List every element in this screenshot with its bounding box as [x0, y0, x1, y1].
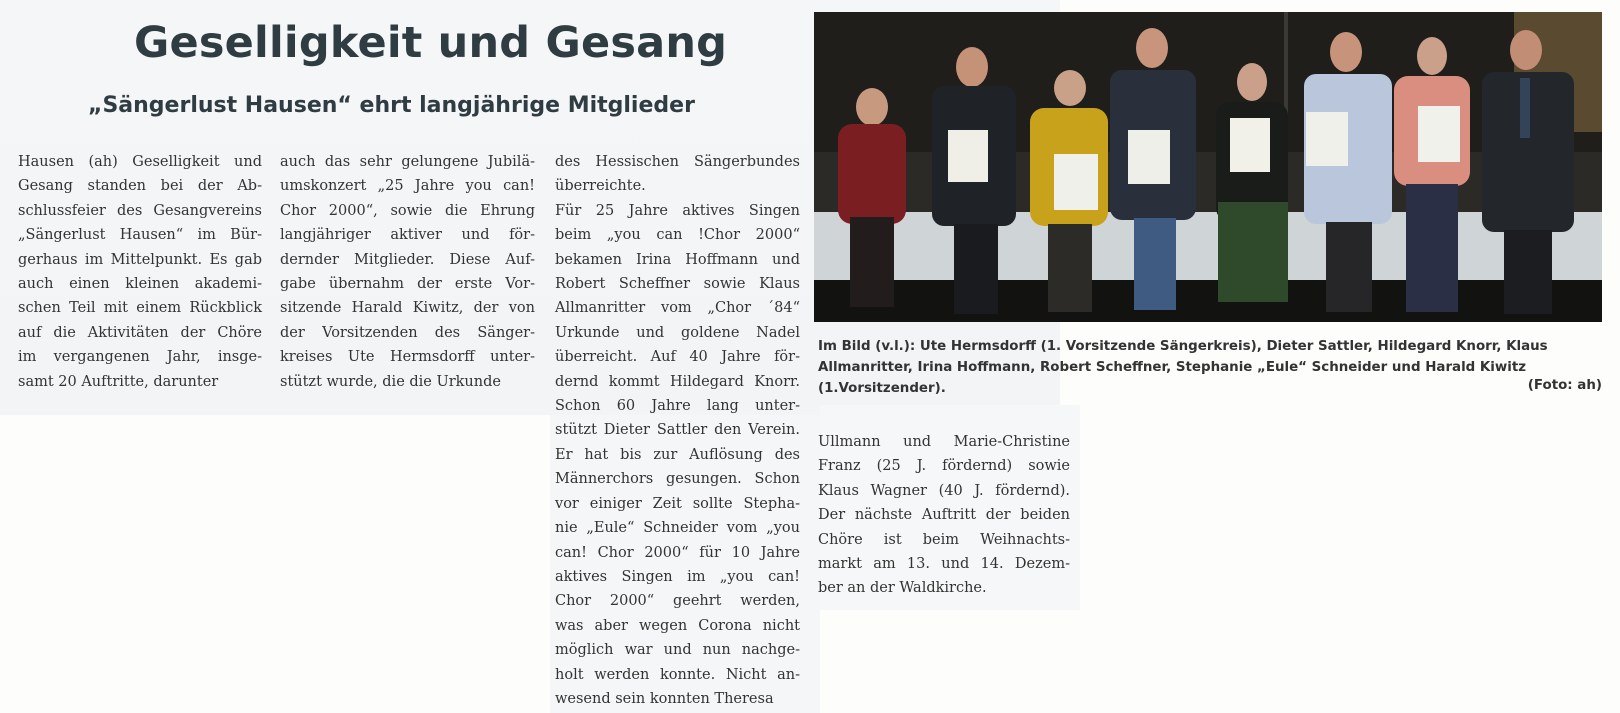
article-text-line: Schon 60 Jahre lang unter-	[555, 398, 800, 415]
caption-line: Im Bild (v.l.): Ute Hermsdorff (1. Vorsitzende Sängerkreis), Dieter Sattler, Hildegard Knorr, Klaus	[818, 339, 1548, 354]
article-text-line: Urkunde und goldene Nadel	[555, 324, 800, 341]
article-text-line: sitzende Harald Kiwitz, der von	[280, 300, 535, 317]
article-text-line: was aber wegen Corona nicht	[555, 617, 800, 634]
article-text-line: kreises Ute Hermsdorff unter-	[280, 349, 535, 366]
article-text-line: samt 20 Auftritte, darunter	[18, 373, 219, 390]
subheadline: „Sängerlust Hausen“ ehrt langjährige Mitglieder	[88, 93, 695, 118]
article-text-line: Hausen (ah) Geselligkeit und	[18, 154, 262, 170]
article-column-3	[555, 150, 800, 711]
article-text-line: Chöre ist beim Weihnachts-	[818, 531, 1070, 548]
article-text-line: Ullmann und Marie-Christine	[818, 434, 1070, 450]
article-column-2	[280, 150, 535, 394]
article-text-line: im vergangenen Jahr, insge-	[18, 349, 262, 366]
article-text-line: Klaus Wagner (40 J. fördernd).	[818, 482, 1070, 499]
article-text-line: can! Chor 2000“ für 10 Jahre	[555, 544, 800, 561]
article-text-line: Chor 2000“, sowie die Ehrung	[280, 202, 535, 219]
photo-caption	[818, 336, 1606, 399]
article-text-line: Franz (25 J. fördernd) sowie	[818, 458, 1070, 475]
article-text-line: bekamen Irina Hoffmann und	[555, 251, 800, 268]
article-text-line: holt werden konnte. Nicht an-	[555, 666, 800, 683]
article-text-line: Männerchors gesungen. Schon	[555, 471, 800, 488]
article-text-line: dernd kommt Hildegard Knorr.	[555, 373, 800, 390]
article-text-line: überreicht. Auf 40 Jahre för-	[555, 349, 800, 366]
article-text-line: Der nächste Auftritt der beiden	[818, 507, 1070, 524]
article-text-line: vor einiger Zeit sollte Stepha-	[555, 495, 800, 512]
article-text-line: markt am 13. und 14. Dezem-	[818, 556, 1070, 573]
article-column-4	[818, 430, 1070, 601]
article-text-line: Er hat bis zur Auflösung des	[555, 446, 800, 463]
article-text-line: Allmanritter vom „Chor ´84“	[555, 300, 800, 317]
article-text-line: umskonzert „25 Jahre you can!	[280, 178, 535, 195]
article-text-line: gabe übernahm der erste Vor-	[280, 276, 535, 293]
article-column-1	[18, 150, 262, 394]
photo-credit: (Foto: ah)	[1527, 378, 1602, 393]
article-text-line: Chor 2000“ geehrt werden,	[555, 593, 800, 610]
article-text-line: auch einen kleinen akademi-	[18, 276, 262, 293]
article-text-line: wesend sein konnten Theresa	[555, 690, 774, 707]
group-photo-image	[814, 12, 1602, 322]
article-text-line: ber an der Waldkirche.	[818, 580, 987, 597]
article-text-line: überreichte.	[555, 178, 646, 195]
article-text-line: schlussfeier des Gesangvereins	[18, 202, 262, 219]
article-text-line: nie „Eule“ Schneider vom „you	[555, 520, 800, 537]
article-text-line: Für 25 Jahre aktives Singen	[555, 202, 800, 219]
article-text-line: beim „you can !Chor 2000“	[555, 227, 800, 244]
article-text-line: dernder Mitglieder. Diese Auf-	[280, 251, 535, 268]
group-photo	[814, 12, 1602, 322]
article-text-line: stützt Dieter Sattler den Verein.	[555, 422, 800, 439]
caption-line: (1.Vorsitzender).	[818, 381, 946, 396]
article-text-line: auch das sehr gelungene Jubilä-	[280, 154, 535, 170]
article-text-line: „Sängerlust Hausen“ im Bür-	[18, 227, 262, 244]
caption-line: Allmanritter, Irina Hoffmann, Robert Scheffner, Stephanie „Eule“ Schneider und Harald Kiwitz	[818, 360, 1527, 375]
article-text-line: aktives Singen im „you can!	[555, 568, 800, 585]
article-text-line: der Vorsitzenden des Sänger-	[280, 324, 535, 341]
article-text-line: möglich war und nun nachge-	[555, 642, 800, 659]
article-text-line: auf die Aktivitäten der Chöre	[18, 324, 262, 341]
article-text-line: des Hessischen Sängerbundes	[555, 154, 800, 170]
article-text-line: stützt wurde, die die Urkunde	[280, 373, 501, 390]
article-text-line: Gesang standen bei der Ab-	[18, 178, 262, 195]
article-text-line: langjähriger aktiver und för-	[280, 227, 535, 244]
headline: Geselligkeit und Gesang	[134, 18, 728, 68]
article-text-line: schen Teil mit einem Rückblick	[18, 300, 262, 317]
article-text-line: Robert Scheffner sowie Klaus	[555, 276, 800, 293]
article-text-line: gerhaus im Mittelpunkt. Es gab	[18, 251, 262, 268]
